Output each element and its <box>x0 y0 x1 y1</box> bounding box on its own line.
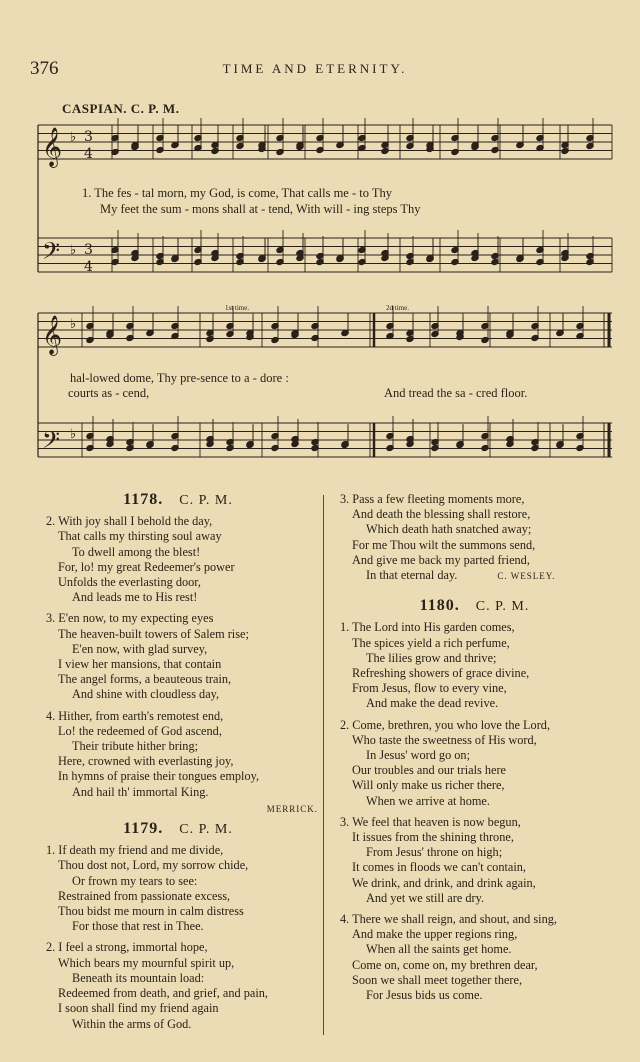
author: C. WESLEY. <box>497 571 556 582</box>
first-time-label: 1st time. <box>225 304 250 312</box>
hymn-1178 <box>38 492 318 817</box>
svg-text:♭: ♭ <box>70 427 77 442</box>
svg-text:♭: ♭ <box>70 243 77 258</box>
second-time-label: 2d time. <box>386 304 409 312</box>
verse: 2. I feel a strong, immortal hope, Which bears my mournful spirit up, Beneath its mountain load: Redeemed from death, and grief, and pain, I soon shall find my friend again Within the arms of God. <box>46 940 268 1031</box>
lyrics-line-1: 1. The fes - tal morn, my God, is come, That calls me - to Thy <box>82 186 393 200</box>
lyrics-line-2: My feet the sum - mons shall at - tend, With will - ing steps Thy <box>100 202 421 216</box>
hymn-1179 <box>38 821 318 1032</box>
svg-text:♭: ♭ <box>70 317 77 332</box>
column-divider <box>323 495 324 1035</box>
verse: 3. E'en now, to my expecting eyes The heaven-built towers of Salem rise; E'en now, with glad survey, I view her mansions, that contain The angel forms, a beauteous train, And shine with cloudless day, <box>46 611 249 702</box>
verse: 3. Pass a few fleeting moments more, And death the blessing shall restore, Which death hath snatched away; For me Thou wilt the summons send, And give me back my parted friend, In that eternal day. C. WESLEY. <box>340 492 556 583</box>
svg-text:3: 3 <box>84 242 93 258</box>
hymn-number: 1178. C. P. M. <box>123 491 233 508</box>
svg-text:𝄢: 𝄢 <box>42 426 61 459</box>
right-column <box>332 492 617 1009</box>
running-title: TIME AND ETERNITY. <box>222 61 408 76</box>
left-column <box>38 488 318 1038</box>
svg-text:𝄢: 𝄢 <box>42 237 61 270</box>
hymn-number: 1180. C. P. M. <box>419 597 530 615</box>
author: MERRICK. <box>266 803 318 814</box>
hymn-number: 1179. C. P. M. <box>123 820 233 838</box>
page-number: 376 <box>30 58 59 79</box>
svg-text:4: 4 <box>84 259 93 275</box>
svg-text:𝄞: 𝄞 <box>42 127 63 167</box>
tune-name: CASPIAN. C. P. M. <box>62 101 180 116</box>
verse: 4. There we shall reign, and shout, and sing, And make the upper regions ring, When all the saints get home. Come on, come on, my brethren dear, Soon we shall meet together there, For Jesus bids us come. <box>340 912 557 1003</box>
svg-text:𝄞: 𝄞 <box>42 315 63 355</box>
svg-text:4: 4 <box>84 146 93 162</box>
svg-text:♭: ♭ <box>70 130 77 145</box>
hymn-1180 <box>332 598 617 1003</box>
lyrics-line-4a: courts as - cend, <box>68 386 150 400</box>
verse: 1. If death my friend and me divide, Thou dost not, Lord, my sorrow chide, Or frown my tears to see: Restrained from passionate excess, Thou bidst me mourn in calm distress For those that rest in Thee. <box>46 843 249 934</box>
verse: 2. With joy shall I behold the day, That calls my thirsting soul away To dwell among the blest! For, lo! my great Redeemer's power Unfolds the everlasting door, And leads me to His rest! <box>46 514 235 605</box>
verse: 3. We feel that heaven is now begun, It issues from the shining throne, From Jesus' throne on high; It comes in floods we can't contain, We drink, and drink, and drink again, And yet we still are dry. <box>340 814 536 905</box>
verse: 4. Hither, from earth's remotest end, Lo! the redeemed of God ascend, Their tribute hither bring; Here, crowned with everlasting joy, In hymns of praise their tongues employ, And hail th' immortal King. <box>46 708 260 799</box>
verse: 1. The Lord into His garden comes, The spices yield a rich perfume, The lilies grow and thrive; Refreshing showers of grace divine, From Jesus, flow to every vine, And make the dead revive. <box>340 620 530 711</box>
svg-text:3: 3 <box>84 129 93 145</box>
lyrics-line-3: hal-lowed dome, Thy pre-sence to a - dore : <box>70 371 289 385</box>
music-score <box>0 0 640 480</box>
lyrics-line-4b: And tread the sa - cred floor. <box>384 386 528 400</box>
verse: 2. Come, brethren, you who love the Lord, Who taste the sweetness of His word, In Jesus' word go on; Our troubles and our trials here Will only make us richer there, When we arrive at home. <box>340 717 551 808</box>
